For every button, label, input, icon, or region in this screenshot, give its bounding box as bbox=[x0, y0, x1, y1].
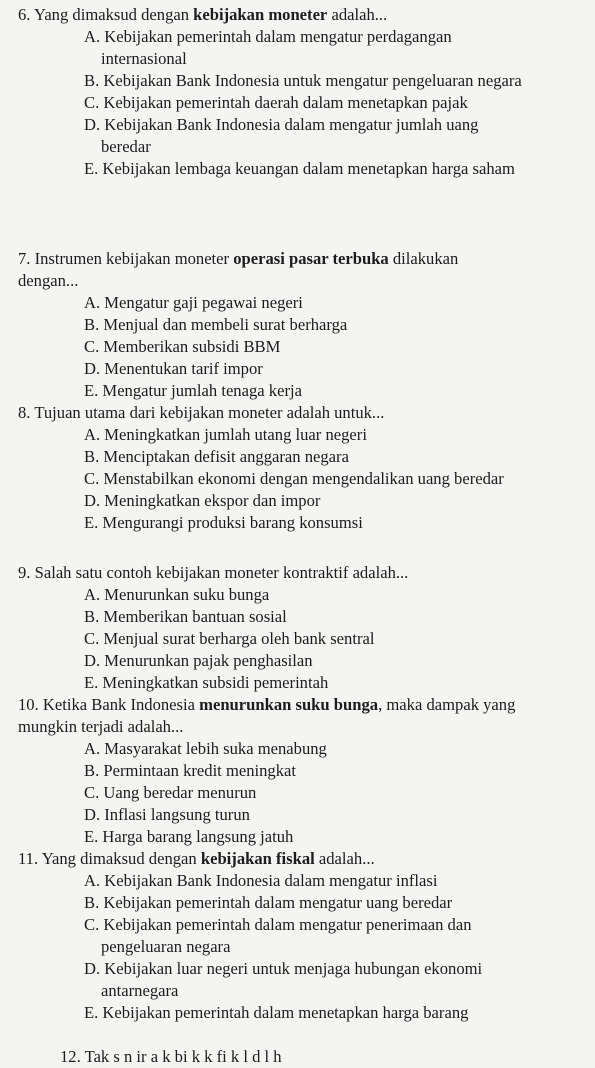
option-d[interactable]: D. Kebijakan luar negeri untuk menjaga hubungan ekonomi antarnegara bbox=[84, 959, 483, 1000]
option-b[interactable]: B. Menciptakan defisit anggaran negara bbox=[84, 447, 349, 466]
option-a[interactable]: A. Meningkatkan jumlah utang luar negeri bbox=[84, 425, 367, 444]
option-b[interactable]: B. Permintaan kredit meningkat bbox=[84, 761, 296, 780]
option-a[interactable]: A. Masyarakat lebih suka menabung bbox=[84, 739, 327, 758]
question-number: 7. bbox=[18, 249, 31, 268]
option-a[interactable]: A. Kebijakan pemerintah dalam mengatur perdagangan internasional bbox=[84, 27, 452, 68]
option-e[interactable]: E. Mengurangi produksi barang konsumsi bbox=[84, 513, 363, 532]
stem-keyword: operasi pasar terbuka bbox=[233, 249, 389, 268]
stem-text-end: , maka dampak yang mungkin terjadi adalah... bbox=[18, 695, 516, 736]
option-a[interactable]: A. Kebijakan Bank Indonesia dalam mengatur inflasi bbox=[84, 871, 438, 890]
stem-text: Salah satu contoh kebijakan moneter kontraktif adalah... bbox=[34, 563, 409, 582]
question-number: 8. bbox=[18, 403, 31, 422]
question-stem bbox=[18, 848, 518, 870]
option-a[interactable]: A. Menurunkan suku bunga bbox=[84, 585, 270, 604]
question-7 bbox=[0, 248, 595, 402]
question-11 bbox=[0, 848, 595, 1024]
option-e[interactable]: E. Harga barang langsung jatuh bbox=[84, 827, 294, 846]
option-d[interactable]: D. Kebijakan Bank Indonesia dalam mengatur jumlah uang beredar bbox=[84, 115, 479, 156]
stem-keyword: kebijakan moneter bbox=[193, 5, 328, 24]
option-b[interactable]: B. Kebijakan Bank Indonesia untuk mengatur pengeluaran negara bbox=[84, 71, 522, 90]
question-8 bbox=[0, 402, 595, 534]
option-d[interactable]: D. Inflasi langsung turun bbox=[84, 805, 250, 824]
option-d[interactable]: D. Meningkatkan ekspor dan impor bbox=[84, 491, 321, 510]
option-c[interactable]: C. Memberikan subsidi BBM bbox=[84, 337, 281, 356]
stem-text: Yang dimaksud dengan bbox=[41, 849, 201, 868]
cut-off-next-question: 12. Tak s n ir a k bi k k fi k l d l h bbox=[60, 1047, 282, 1066]
question-6 bbox=[0, 4, 595, 180]
stem-text-end: adalah... bbox=[327, 5, 388, 24]
option-e[interactable]: E. Kebijakan lembaga keuangan dalam menetapkan harga saham bbox=[84, 159, 515, 178]
question-number: 11. bbox=[18, 849, 39, 868]
option-e[interactable]: E. Mengatur jumlah tenaga kerja bbox=[84, 381, 302, 400]
stem-text: Ketika Bank Indonesia bbox=[42, 695, 200, 714]
option-c[interactable]: C. Menjual surat berharga oleh bank sentral bbox=[84, 629, 375, 648]
question-9 bbox=[0, 562, 595, 694]
option-d[interactable]: D. Menurunkan pajak penghasilan bbox=[84, 651, 313, 670]
question-stem bbox=[18, 402, 518, 424]
stem-text-end: dilakukan dengan... bbox=[18, 249, 459, 290]
stem-keyword: menurunkan suku bunga bbox=[199, 695, 379, 714]
option-d[interactable]: D. Menentukan tarif impor bbox=[84, 359, 263, 378]
option-e[interactable]: E. Kebijakan pemerintah dalam menetapkan harga barang bbox=[84, 1003, 469, 1022]
question-10 bbox=[0, 694, 595, 848]
question-stem bbox=[18, 562, 518, 584]
stem-keyword: kebijakan fiskal bbox=[200, 849, 315, 868]
option-c[interactable]: C. Uang beredar menurun bbox=[84, 783, 257, 802]
stem-text: Yang dimaksud dengan bbox=[34, 5, 194, 24]
question-number: 6. bbox=[18, 5, 31, 24]
question-stem bbox=[18, 4, 518, 26]
option-a[interactable]: A. Mengatur gaji pegawai negeri bbox=[84, 293, 303, 312]
question-number: 9. bbox=[18, 563, 31, 582]
stem-text: Tujuan utama dari kebijakan moneter adalah untuk... bbox=[34, 403, 385, 422]
option-c[interactable]: C. Kebijakan pemerintah dalam mengatur penerimaan dan pengeluaran negara bbox=[84, 915, 472, 956]
option-c[interactable]: C. Menstabilkan ekonomi dengan mengendalikan uang beredar bbox=[84, 469, 504, 488]
question-number: 10. bbox=[18, 695, 39, 714]
question-stem bbox=[18, 248, 518, 292]
stem-text-end: adalah... bbox=[314, 849, 375, 868]
option-c[interactable]: C. Kebijakan pemerintah daerah dalam menetapkan pajak bbox=[84, 93, 468, 112]
option-e[interactable]: E. Meningkatkan subsidi pemerintah bbox=[84, 673, 329, 692]
option-b[interactable]: B. Menjual dan membeli surat berharga bbox=[84, 315, 348, 334]
option-b[interactable]: B. Memberikan bantuan sosial bbox=[84, 607, 287, 626]
option-b[interactable]: B. Kebijakan pemerintah dalam mengatur uang beredar bbox=[84, 893, 453, 912]
question-stem bbox=[18, 694, 518, 738]
stem-text: Instrumen kebijakan moneter bbox=[34, 249, 234, 268]
